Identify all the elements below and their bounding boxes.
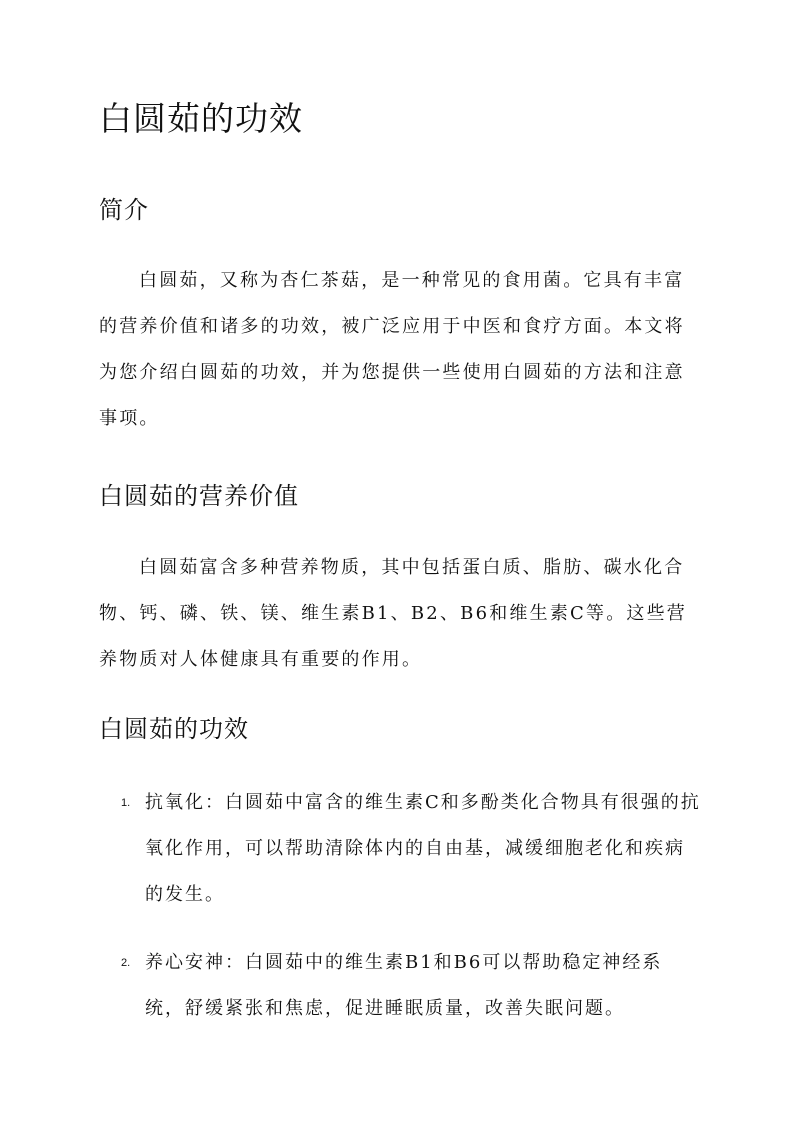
section-heading-effects: 白圆茹的功效 [99, 715, 249, 743]
document-title: 白圆茹的功效 [99, 99, 303, 138]
section-paragraph-nutrition: 白圆茹富含多种营养物质，其中包括蛋白质、脂肪、碳水化合物、钙、磷、铁、镁、维生素B1、B2、B6和维生素C等。这些营养物质对人体健康具有重要的作用。 [99, 557, 688, 670]
list-item-number: 1. [121, 797, 131, 809]
section-heading-nutrition: 白圆茹的营养价值 [99, 482, 299, 510]
list-item-number: 2. [121, 957, 131, 969]
list-item-text: 抗氧化：白圆茹中富含的维生素C和多酚类化合物具有很强的抗氧化作用，可以帮助清除体内的自由基，减缓细胞老化和疾病的发生。 [145, 792, 701, 905]
list-item [121, 940, 701, 1032]
list-item-text: 养心安神：白圆茹中的维生素B1和B6可以帮助稳定神经系统，舒缓紧张和焦虑，促进睡眠质量，改善失眠问题。 [145, 952, 663, 1019]
section-heading-intro: 简介 [99, 196, 149, 224]
section-paragraph-intro: 白圆茹，又称为杏仁茶菇，是一种常见的食用菌。它具有丰富的营养价值和诸多的功效，被广泛应用于中医和食疗方面。本文将为您介绍白圆茹的功效，并为您提供一些使用白圆茹的方法和注意事项。 [99, 270, 685, 429]
list-item [121, 780, 701, 918]
